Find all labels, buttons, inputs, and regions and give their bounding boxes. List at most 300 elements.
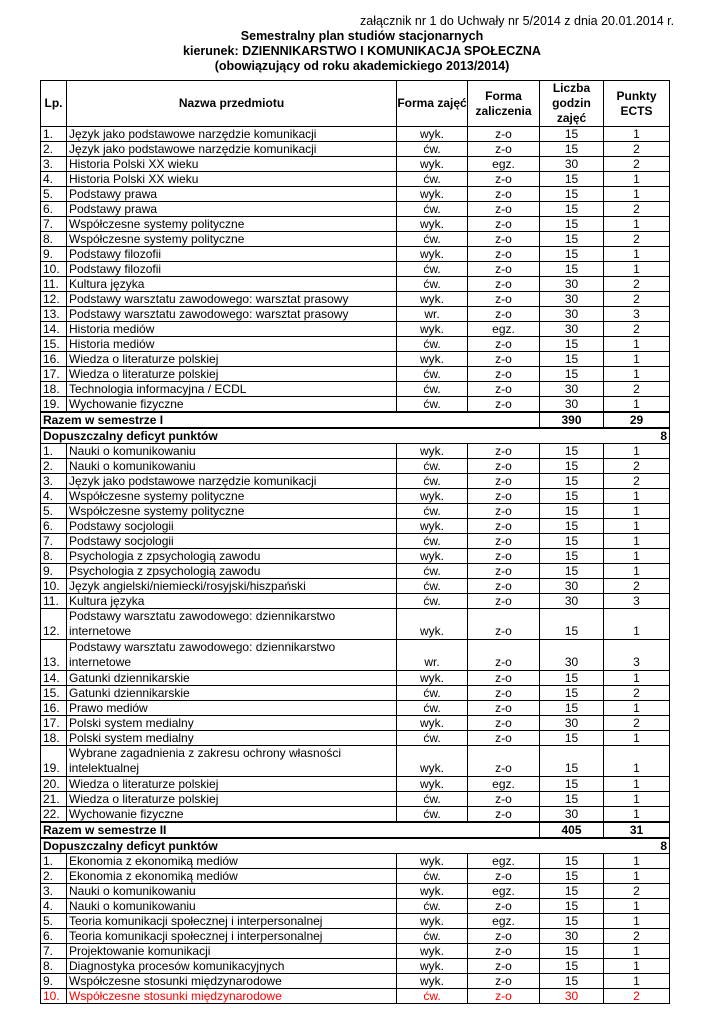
- credit-form: egz.: [468, 884, 540, 899]
- credit-form: z-o: [468, 489, 540, 504]
- subject-name: Podstawy prawa: [67, 202, 397, 217]
- subject-name: Wiedza o literaturze polskiej: [67, 352, 397, 367]
- class-form: ćw.: [397, 792, 468, 807]
- row-number: 8.: [41, 232, 67, 247]
- table-row: [41, 746, 670, 777]
- row-number: 8.: [41, 549, 67, 564]
- ects-points: 1: [604, 869, 670, 884]
- table-row: [41, 217, 670, 232]
- row-number: 5.: [41, 914, 67, 929]
- credit-form: z-o: [468, 807, 540, 823]
- row-number: 6.: [41, 202, 67, 217]
- credit-form: z-o: [468, 534, 540, 549]
- row-number: 9.: [41, 564, 67, 579]
- table-row: [41, 974, 670, 989]
- subject-name: Współczesne systemy polityczne: [67, 232, 397, 247]
- table-row: [41, 777, 670, 792]
- class-form: wyk.: [397, 217, 468, 232]
- subject-name: Historia mediów: [67, 322, 397, 337]
- subject-name: Język jako podstawowe narzędzie komunikacji: [67, 127, 397, 142]
- class-form: ćw.: [397, 459, 468, 474]
- ects-points: 2: [604, 716, 670, 731]
- table-row: [41, 594, 670, 609]
- class-form: wyk.: [397, 716, 468, 731]
- credit-form: z-o: [468, 716, 540, 731]
- credit-form: egz.: [468, 777, 540, 792]
- attachment-note: załącznik nr 1 do Uchwały nr 5/2014 z dnia 20.01.2014 r.: [360, 14, 675, 28]
- ects-points: 3: [604, 594, 670, 609]
- table-row: [41, 564, 670, 579]
- credit-form: z-o: [468, 609, 540, 640]
- col-subject-name: Nazwa przedmiotu: [67, 81, 397, 127]
- class-form: wyk.: [397, 247, 468, 262]
- ects-points: 1: [604, 352, 670, 367]
- class-form: ćw.: [397, 731, 468, 746]
- subject-name: Współczesne systemy polityczne: [67, 217, 397, 232]
- row-number: 4.: [41, 172, 67, 187]
- table-row: [41, 519, 670, 534]
- ects-points: 1: [604, 217, 670, 232]
- ects-points: 1: [604, 959, 670, 974]
- class-form: wyk.: [397, 944, 468, 959]
- ects-points: 1: [604, 671, 670, 686]
- ects-points: 1: [604, 187, 670, 202]
- credit-form: egz.: [468, 157, 540, 172]
- deficit-label: Dopuszczalny deficyt punktów: [43, 839, 218, 853]
- table-row: [41, 247, 670, 262]
- credit-form: z-o: [468, 352, 540, 367]
- ects-points: 1: [604, 564, 670, 579]
- table-row: [41, 989, 670, 1004]
- hours: 15: [540, 914, 604, 929]
- row-number: 12.: [41, 609, 67, 640]
- ects-points: 2: [604, 686, 670, 701]
- subject-name: Podstawy socjologii: [67, 519, 397, 534]
- credit-form: z-o: [468, 869, 540, 884]
- row-number: 7.: [41, 217, 67, 232]
- row-number: 13.: [41, 640, 67, 671]
- credit-form: z-o: [468, 792, 540, 807]
- hours: 15: [540, 701, 604, 716]
- row-number: 2.: [41, 459, 67, 474]
- row-number: 20.: [41, 777, 67, 792]
- table-row: [41, 640, 670, 671]
- hours: 30: [540, 397, 604, 413]
- ects-points: 1: [604, 262, 670, 277]
- ects-points: 2: [604, 322, 670, 337]
- credit-form: z-o: [468, 579, 540, 594]
- hours: 15: [540, 142, 604, 157]
- subject-name: Nauki o komunikowaniu: [67, 459, 397, 474]
- table-row: [41, 959, 670, 974]
- field-of-study: kierunek: DZIENNIKARSTWO I KOMUNIKACJA SPOŁECZNA: [183, 44, 541, 58]
- ects-points: 2: [604, 142, 670, 157]
- hours: 15: [540, 792, 604, 807]
- subject-name: Współczesne stosunki międzynarodowe: [67, 974, 397, 989]
- semester-total-ects: 31: [604, 822, 670, 838]
- hours: 15: [540, 686, 604, 701]
- row-number: 6.: [41, 929, 67, 944]
- credit-form: z-o: [468, 899, 540, 914]
- credit-form: z-o: [468, 686, 540, 701]
- table-row: [41, 686, 670, 701]
- credit-form: z-o: [468, 127, 540, 142]
- hours: 30: [540, 157, 604, 172]
- class-form: wyk.: [397, 157, 468, 172]
- class-form: ćw.: [397, 262, 468, 277]
- row-number: 10.: [41, 989, 67, 1004]
- ects-points: 1: [604, 609, 670, 640]
- semester-total-row: [41, 822, 670, 838]
- col-ects: Punkty ECTS: [604, 81, 670, 127]
- row-number: 4.: [41, 899, 67, 914]
- hours: 15: [540, 609, 604, 640]
- row-number: 3.: [41, 474, 67, 489]
- credit-form: z-o: [468, 731, 540, 746]
- hours: 15: [540, 202, 604, 217]
- table-row: [41, 504, 670, 519]
- class-form: ćw.: [397, 929, 468, 944]
- hours: 15: [540, 459, 604, 474]
- class-form: wr.: [397, 640, 468, 671]
- row-number: 15.: [41, 686, 67, 701]
- ects-points: 2: [604, 579, 670, 594]
- hours: 15: [540, 232, 604, 247]
- credit-form: z-o: [468, 989, 540, 1004]
- class-form: wyk.: [397, 187, 468, 202]
- subject-name: Gatunki dziennikarskie: [67, 671, 397, 686]
- class-form: wyk.: [397, 671, 468, 686]
- table-row: [41, 792, 670, 807]
- credit-form: z-o: [468, 307, 540, 322]
- credit-form: z-o: [468, 292, 540, 307]
- row-number: 4.: [41, 489, 67, 504]
- hours: 30: [540, 929, 604, 944]
- hours: 15: [540, 854, 604, 869]
- class-form: wyk.: [397, 959, 468, 974]
- row-number: 19.: [41, 746, 67, 777]
- subject-name: Wychowanie fizyczne: [67, 397, 397, 413]
- hours: 15: [540, 549, 604, 564]
- class-form: ćw.: [397, 397, 468, 413]
- credit-form: z-o: [468, 172, 540, 187]
- semester-total-row: [41, 412, 670, 428]
- class-form: wyk.: [397, 489, 468, 504]
- ects-points: 1: [604, 777, 670, 792]
- hours: 15: [540, 534, 604, 549]
- table-row: [41, 232, 670, 247]
- class-form: ćw.: [397, 367, 468, 382]
- subject-name: Kultura języka: [67, 594, 397, 609]
- class-form: ćw.: [397, 899, 468, 914]
- subject-name: Teoria komunikacji społecznej i interpersonalnej: [67, 914, 397, 929]
- table-row: [41, 142, 670, 157]
- hours: 30: [540, 579, 604, 594]
- deficit-value: 8: [660, 839, 667, 853]
- ects-points: 1: [604, 127, 670, 142]
- row-number: 7.: [41, 944, 67, 959]
- credit-form: z-o: [468, 397, 540, 413]
- class-form: ćw.: [397, 142, 468, 157]
- hours: 30: [540, 277, 604, 292]
- class-form: wyk.: [397, 127, 468, 142]
- table-row: [41, 337, 670, 352]
- credit-form: z-o: [468, 459, 540, 474]
- hours: 30: [540, 640, 604, 671]
- subject-name: Wybrane zagadnienia z zakresu ochrony własności intelektualnej: [67, 746, 397, 777]
- row-number: 10.: [41, 262, 67, 277]
- deficit-row: [41, 838, 670, 854]
- subject-name: Nauki o komunikowaniu: [67, 899, 397, 914]
- ects-points: 1: [604, 489, 670, 504]
- ects-points: 1: [604, 701, 670, 716]
- credit-form: z-o: [468, 217, 540, 232]
- row-number: 2.: [41, 869, 67, 884]
- subject-name: Historia mediów: [67, 337, 397, 352]
- row-number: 18.: [41, 731, 67, 746]
- subject-name: Prawo mediów: [67, 701, 397, 716]
- deficit-cell: [41, 838, 670, 854]
- credit-form: z-o: [468, 701, 540, 716]
- table-row: [41, 731, 670, 746]
- ects-points: 2: [604, 232, 670, 247]
- subject-name: Ekonomia z ekonomiką mediów: [67, 869, 397, 884]
- subject-name: Podstawy prawa: [67, 187, 397, 202]
- class-form: wyk.: [397, 884, 468, 899]
- valid-from: (obowiązujący od roku akademickiego 2013/2014): [214, 59, 510, 73]
- credit-form: z-o: [468, 474, 540, 489]
- subject-name: Podstawy filozofii: [67, 247, 397, 262]
- subject-name: Podstawy socjologii: [67, 534, 397, 549]
- row-number: 9.: [41, 974, 67, 989]
- hours: 15: [540, 944, 604, 959]
- credit-form: z-o: [468, 746, 540, 777]
- row-number: 3.: [41, 884, 67, 899]
- class-form: ćw.: [397, 202, 468, 217]
- subject-name: Podstawy warsztatu zawodowego: dziennikarstwo internetowe: [67, 640, 397, 671]
- semester-total-ects: 29: [604, 412, 670, 428]
- row-number: 16.: [41, 352, 67, 367]
- table-row: [41, 444, 670, 459]
- ects-points: 2: [604, 277, 670, 292]
- subject-name: Teoria komunikacji społecznej i interpersonalnej: [67, 929, 397, 944]
- subject-name: Kultura języka: [67, 277, 397, 292]
- hours: 30: [540, 594, 604, 609]
- credit-form: z-o: [468, 504, 540, 519]
- hours: 15: [540, 884, 604, 899]
- table-row: [41, 671, 670, 686]
- deficit-label: Dopuszczalny deficyt punktów: [43, 429, 218, 443]
- ects-points: 1: [604, 534, 670, 549]
- row-number: 15.: [41, 337, 67, 352]
- subject-name: Diagnostyka procesów komunikacyjnych: [67, 959, 397, 974]
- hours: 15: [540, 504, 604, 519]
- row-number: 14.: [41, 322, 67, 337]
- credit-form: z-o: [468, 367, 540, 382]
- class-form: ćw.: [397, 474, 468, 489]
- hours: 30: [540, 382, 604, 397]
- table-row: [41, 322, 670, 337]
- hours: 15: [540, 731, 604, 746]
- plan-title: Semestralny plan studiów stacjonarnych: [240, 29, 484, 43]
- class-form: ćw.: [397, 337, 468, 352]
- subject-name: Ekonomia z ekonomiką mediów: [67, 854, 397, 869]
- class-form: ćw.: [397, 869, 468, 884]
- row-number: 5.: [41, 187, 67, 202]
- hours: 30: [540, 322, 604, 337]
- table-header-row: [41, 81, 670, 127]
- class-form: ćw.: [397, 579, 468, 594]
- ects-points: 1: [604, 974, 670, 989]
- credit-form: z-o: [468, 142, 540, 157]
- table-row: [41, 549, 670, 564]
- credit-form: z-o: [468, 262, 540, 277]
- row-number: 1.: [41, 127, 67, 142]
- ects-points: 2: [604, 382, 670, 397]
- ects-points: 1: [604, 549, 670, 564]
- credit-form: egz.: [468, 322, 540, 337]
- hours: 15: [540, 777, 604, 792]
- semester-total-hours: 405: [540, 822, 604, 838]
- subject-name: Historia Polski XX wieku: [67, 172, 397, 187]
- class-form: wyk.: [397, 609, 468, 640]
- table-row: [41, 701, 670, 716]
- hours: 15: [540, 444, 604, 459]
- row-number: 11.: [41, 277, 67, 292]
- semester-total-hours: 390: [540, 412, 604, 428]
- credit-form: z-o: [468, 564, 540, 579]
- ects-points: 1: [604, 337, 670, 352]
- class-form: wyk.: [397, 746, 468, 777]
- col-class-form: Forma zajęć: [397, 81, 468, 127]
- class-form: wyk.: [397, 352, 468, 367]
- credit-form: egz.: [468, 914, 540, 929]
- ects-points: 2: [604, 884, 670, 899]
- subject-name: Historia Polski XX wieku: [67, 157, 397, 172]
- table-row: [41, 579, 670, 594]
- table-row: [41, 277, 670, 292]
- row-number: 17.: [41, 367, 67, 382]
- subject-name: Nauki o komunikowaniu: [67, 884, 397, 899]
- credit-form: z-o: [468, 959, 540, 974]
- table-row: [41, 944, 670, 959]
- subject-name: Podstawy warsztatu zawodowego: warsztat prasowy: [67, 307, 397, 322]
- ects-points: 2: [604, 989, 670, 1004]
- row-number: 13.: [41, 307, 67, 322]
- deficit-value: 8: [660, 429, 667, 443]
- ects-points: 1: [604, 519, 670, 534]
- study-plan-table: [40, 80, 670, 1004]
- table-row: [41, 884, 670, 899]
- row-number: 1.: [41, 854, 67, 869]
- credit-form: egz.: [468, 854, 540, 869]
- class-form: wyk.: [397, 519, 468, 534]
- hours: 15: [540, 217, 604, 232]
- class-form: ćw.: [397, 382, 468, 397]
- hours: 15: [540, 671, 604, 686]
- credit-form: z-o: [468, 202, 540, 217]
- subject-name: Język jako podstawowe narzędzie komunikacji: [67, 474, 397, 489]
- subject-name: Nauki o komunikowaniu: [67, 444, 397, 459]
- row-number: 21.: [41, 792, 67, 807]
- class-form: ćw.: [397, 534, 468, 549]
- hours: 15: [540, 187, 604, 202]
- row-number: 16.: [41, 701, 67, 716]
- subject-name: Podstawy warsztatu zawodowego: warsztat prasowy: [67, 292, 397, 307]
- class-form: ćw.: [397, 701, 468, 716]
- ects-points: 1: [604, 914, 670, 929]
- table-row: [41, 127, 670, 142]
- table-row: [41, 397, 670, 413]
- hours: 15: [540, 172, 604, 187]
- ects-points: 2: [604, 459, 670, 474]
- hours: 30: [540, 807, 604, 823]
- subject-name: Technologia informacyjna / ECDL: [67, 382, 397, 397]
- subject-name: Gatunki dziennikarskie: [67, 686, 397, 701]
- subject-name: Współczesne systemy polityczne: [67, 504, 397, 519]
- class-form: ćw.: [397, 172, 468, 187]
- row-number: 11.: [41, 594, 67, 609]
- table-row: [41, 489, 670, 504]
- credit-form: z-o: [468, 382, 540, 397]
- ects-points: 1: [604, 731, 670, 746]
- credit-form: z-o: [468, 232, 540, 247]
- table-row: [41, 914, 670, 929]
- col-credit-form: Forma zaliczenia: [468, 81, 540, 127]
- row-number: 22.: [41, 807, 67, 823]
- table-row: [41, 187, 670, 202]
- hours: 15: [540, 127, 604, 142]
- table-row: [41, 307, 670, 322]
- credit-form: z-o: [468, 549, 540, 564]
- hours: 15: [540, 564, 604, 579]
- ects-points: 2: [604, 929, 670, 944]
- credit-form: z-o: [468, 640, 540, 671]
- ects-points: 1: [604, 247, 670, 262]
- ects-points: 2: [604, 292, 670, 307]
- table-row: [41, 292, 670, 307]
- table-row: [41, 899, 670, 914]
- ects-points: 1: [604, 367, 670, 382]
- deficit-row: [41, 428, 670, 444]
- row-number: 3.: [41, 157, 67, 172]
- hours: 30: [540, 292, 604, 307]
- hours: 15: [540, 474, 604, 489]
- table-row: [41, 172, 670, 187]
- hours: 15: [540, 899, 604, 914]
- ects-points: 3: [604, 307, 670, 322]
- subject-name: Język jako podstawowe narzędzie komunikacji: [67, 142, 397, 157]
- subject-name: Polski system medialny: [67, 716, 397, 731]
- class-form: wyk.: [397, 549, 468, 564]
- subject-name: Polski system medialny: [67, 731, 397, 746]
- hours: 15: [540, 247, 604, 262]
- credit-form: z-o: [468, 594, 540, 609]
- row-number: 18.: [41, 382, 67, 397]
- hours: 30: [540, 716, 604, 731]
- table-row: [41, 807, 670, 823]
- class-form: ćw.: [397, 807, 468, 823]
- hours: 15: [540, 352, 604, 367]
- table-row: [41, 262, 670, 277]
- credit-form: z-o: [468, 247, 540, 262]
- semester-total-label: Razem w semestrze I: [41, 412, 540, 428]
- credit-form: z-o: [468, 974, 540, 989]
- credit-form: z-o: [468, 929, 540, 944]
- ects-points: 1: [604, 172, 670, 187]
- table-row: [41, 157, 670, 172]
- subject-name: Współczesne stosunki międzynarodowe: [67, 989, 397, 1004]
